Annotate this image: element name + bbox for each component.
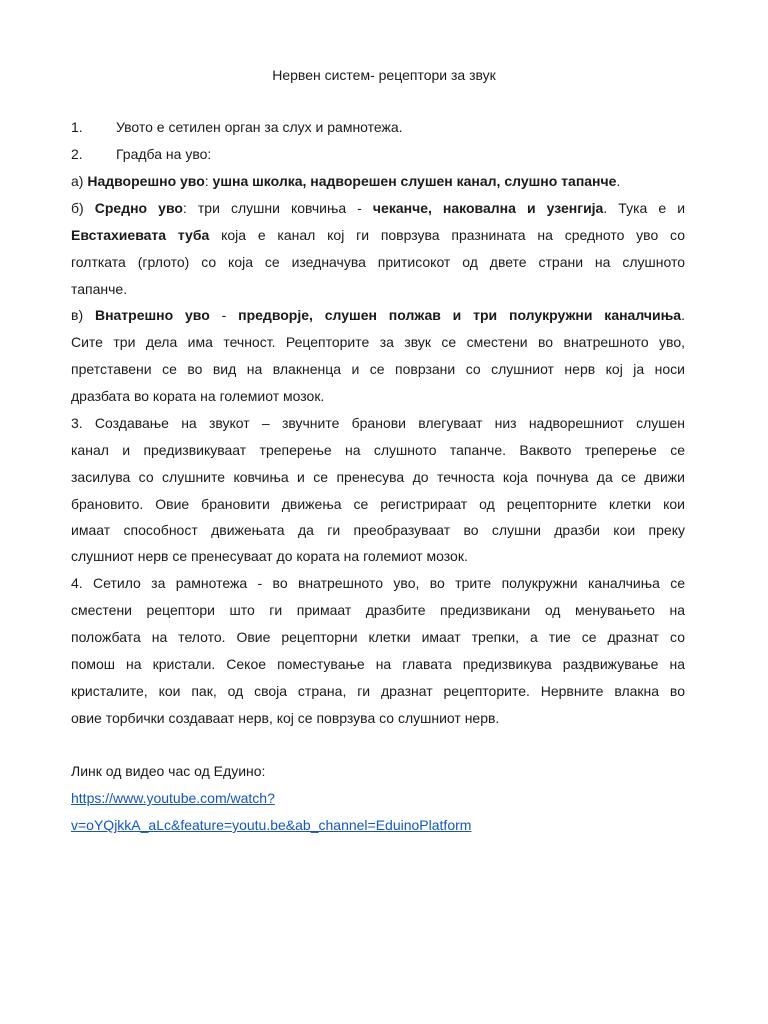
section-v-line-1 [71,305,685,325]
list-text: Увото е сетилен орган за слух и рамнотежа. [116,119,403,135]
section-v-line-4: дразбата во кората на големиот мозок. [71,388,325,404]
list-item-1 [71,117,685,137]
paragraph-3-line: засилува со слушните ковчиња и се пренесува до течноста која почнува да се движи [71,469,685,485]
paragraph-4-line: 4. Сетило за рамнотежа - во внатрешното уво, во трите полукружни каналчиња се [71,575,685,591]
list-item-2 [71,144,685,164]
section-b-line-1 [71,198,685,218]
section-marker: б) [71,200,95,216]
period: . [616,173,621,189]
section-marker: в) [71,307,95,323]
paragraph-3-line: имаат способност движењата да ги преобразуваат во слушни дразби кои преку [71,522,685,538]
section-marker: а) [71,173,88,189]
section-v-line-3: претставени се во вид на влакненца и се поврзани со слушниот нерв кој ја носи [71,361,685,377]
separator: : [204,173,213,189]
video-link-line-1[interactable] [71,788,685,808]
ossicles-list: чеканче, наковална и узенгија [372,200,604,216]
text-run: : три слушни ковчиња - [182,200,373,216]
list-number: 2. [71,146,83,162]
list-text: Градба на уво: [116,146,212,162]
period: . [681,307,685,323]
video-link-line-2[interactable] [71,815,685,835]
video-link-label: Линк од видео час од Едуино: [71,763,266,779]
paragraph-3-line: брановито. Овие брановити движења се регистрираат од рецепторните клетки кои [71,496,685,512]
text-run: која е канал кој ги поврзува празнината на средното уво со [209,227,685,243]
paragraph-3-line: канал и предизвикуваат треперење на слушното тапанче. Ваквото треперење се [71,442,685,458]
section-b-line-3: голтката (грлото) со која се изедначува притисокот од двете страни на слушното [71,254,685,270]
section-v-line-2: Сите три дела има течност. Рецепторите за звук се сместени во внатрешното уво, [71,334,685,350]
youtube-link[interactable]: https://www.youtube.com/watch? [71,790,275,806]
paragraph-4-line: сместени рецептори што ги примаат дразбите предизвикани од менувањето на [71,602,685,618]
document-title: Нервен систем- рецептори за звук [272,67,496,83]
term-inner-ear: Внатрешно уво [94,307,210,323]
paragraph-4-line: кристалите, кои пак, од своја страна, ги дразнат рецепторите. Нервните влакна во [71,683,685,699]
list-number: 1. [71,119,83,135]
section-b-line-2 [71,225,685,245]
inner-ear-parts: предворје, слушен полжав и три полукружни каналчиња [238,307,682,323]
paragraph-3-line: 3. Создавање на звукот – звучните бранови влегуваат низ надворешниот слушен [71,415,685,431]
paragraph-4-line: помош на кристали. Секое поместување на главата предизвикува раздвижување на [71,656,685,672]
section-b-line-4: тапанче. [71,281,128,297]
outer-ear-parts: ушна школка, надворешен слушен канал, слушно тапанче [212,173,617,189]
text-run: . Тука е и [603,200,686,216]
section-a-outer-ear [71,171,685,191]
paragraph-4-line: положбата на телото. Овие рецепторни клетки имаат трепки, а тие се дразнат со [71,629,685,645]
youtube-link-continued[interactable]: v=oYQjkkA_aLc&feature=youtu.be&ab_channel=EduinoPlatform [71,817,472,833]
term-eustachian-tube: Евстахиевата туба [71,227,210,243]
paragraph-4-line: овие торбички создаваат нерв, кој се поврзува со слушниот нерв. [71,710,500,726]
term-outer-ear: Надворешно уво [87,173,205,189]
paragraph-3-line: слушниот нерв се пренесуваат до кората на големиот мозок. [71,548,468,564]
text-run: - [209,307,239,323]
term-middle-ear: Средно уво [94,200,183,216]
